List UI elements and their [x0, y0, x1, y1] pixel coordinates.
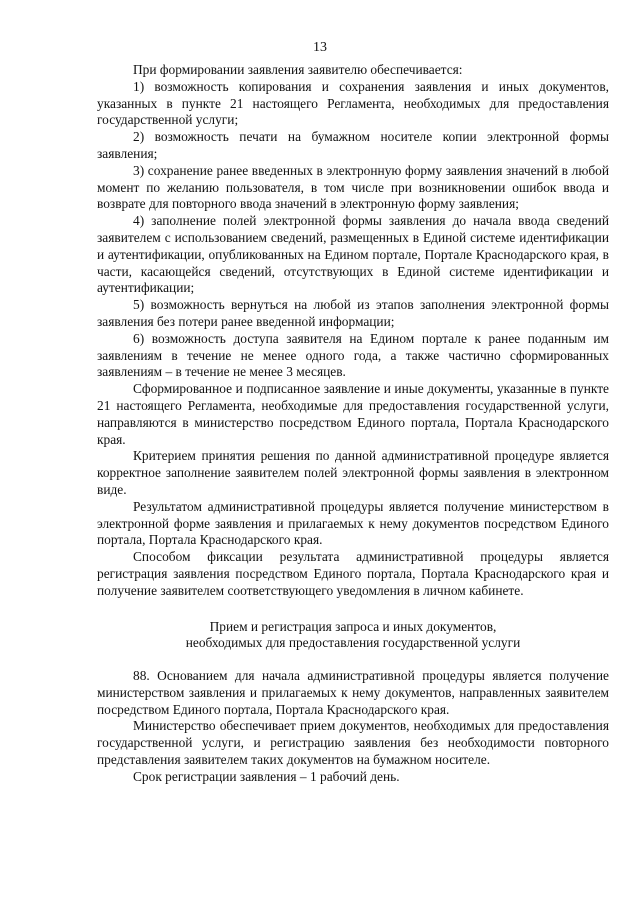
section-heading-line-2: необходимых для предоставления государственной услуги	[185, 635, 521, 651]
paragraph: Результатом административной процедуры является получение министерством в электронной форме заявления и прилагаемых к нему документов посредством Единого портала, Портала Краснодарского края.	[97, 498, 609, 548]
list-item: 6) возможность доступа заявителя на Едином портале к ранее поданным им заявлениям в течение не менее одного года, а также частично сформированных заявлениям – в течение не менее 3 месяцев.	[97, 330, 609, 380]
list-item: 1) возможность копирования и сохранения заявления и иных документов, указанных в пункте 21 настоящего Регламента, необходимых для предоставления государственной услуги;	[97, 78, 609, 128]
list-item: 4) заполнение полей электронной формы заявления до начала ввода сведений заявителем с использованием сведений, размещенных в Единой системе идентификации и аутентификации, опубликованных на Едином портале, Портале Краснодарского края, в части, касающейся сведений, отсутствующих в Единой системе идентификации и аутентификации;	[97, 213, 609, 296]
page-number: 13	[313, 40, 327, 55]
paragraph: Способом фиксации результата административной процедуры является регистрация заявления посредством Единого портала, Портала Краснодарского края и получение заявителем соответствующего уведомления в личном кабинете.	[97, 549, 609, 598]
paragraph: Сформированное и подписанное заявление и иные документы, указанные в пункте 21 настоящего Регламента, необходимые для предоставления государственной услуги, направляются в министерство посредством Единого портала, Портала Краснодарского края.	[97, 381, 609, 447]
document-body	[97, 62, 609, 786]
paragraph: 88. Основанием для начала административной процедуры является получение министерством заявления и прилагаемых к нему документов, направленных заявителем посредством Единого портала, Портала Краснодарского края.	[97, 668, 609, 717]
list-item: 5) возможность вернуться на любой из этапов заполнения электронной формы заявления без потери ранее введенной информации;	[97, 297, 609, 329]
section-heading	[97, 619, 609, 653]
paragraph: Критерием принятия решения по данной административной процедуре является корректное заполнение заявителем полей электронной формы заявления в электронном виде.	[97, 448, 609, 497]
list-item: 3) сохранение ранее введенных в электронную форму заявления значений в любой момент по желанию пользователя, в том числе при возникновении ошибок ввода и возврате для повторного ввода значений в электронную форму заявления;	[97, 162, 609, 212]
paragraph: Срок регистрации заявления – 1 рабочий день.	[133, 768, 400, 784]
paragraph: При формировании заявления заявителю обеспечивается:	[133, 62, 463, 77]
list-item: 2) возможность печати на бумажном носителе копии электронной формы заявления;	[97, 129, 609, 161]
section-heading-line-1: Прием и регистрация запроса и иных документов,	[209, 618, 497, 634]
paragraph: Министерство обеспечивает прием документов, необходимых для предоставления государственной услуги, и регистрацию заявления без необходимости повторного представления заявителем таких документов на бумажном носителе.	[97, 718, 609, 768]
